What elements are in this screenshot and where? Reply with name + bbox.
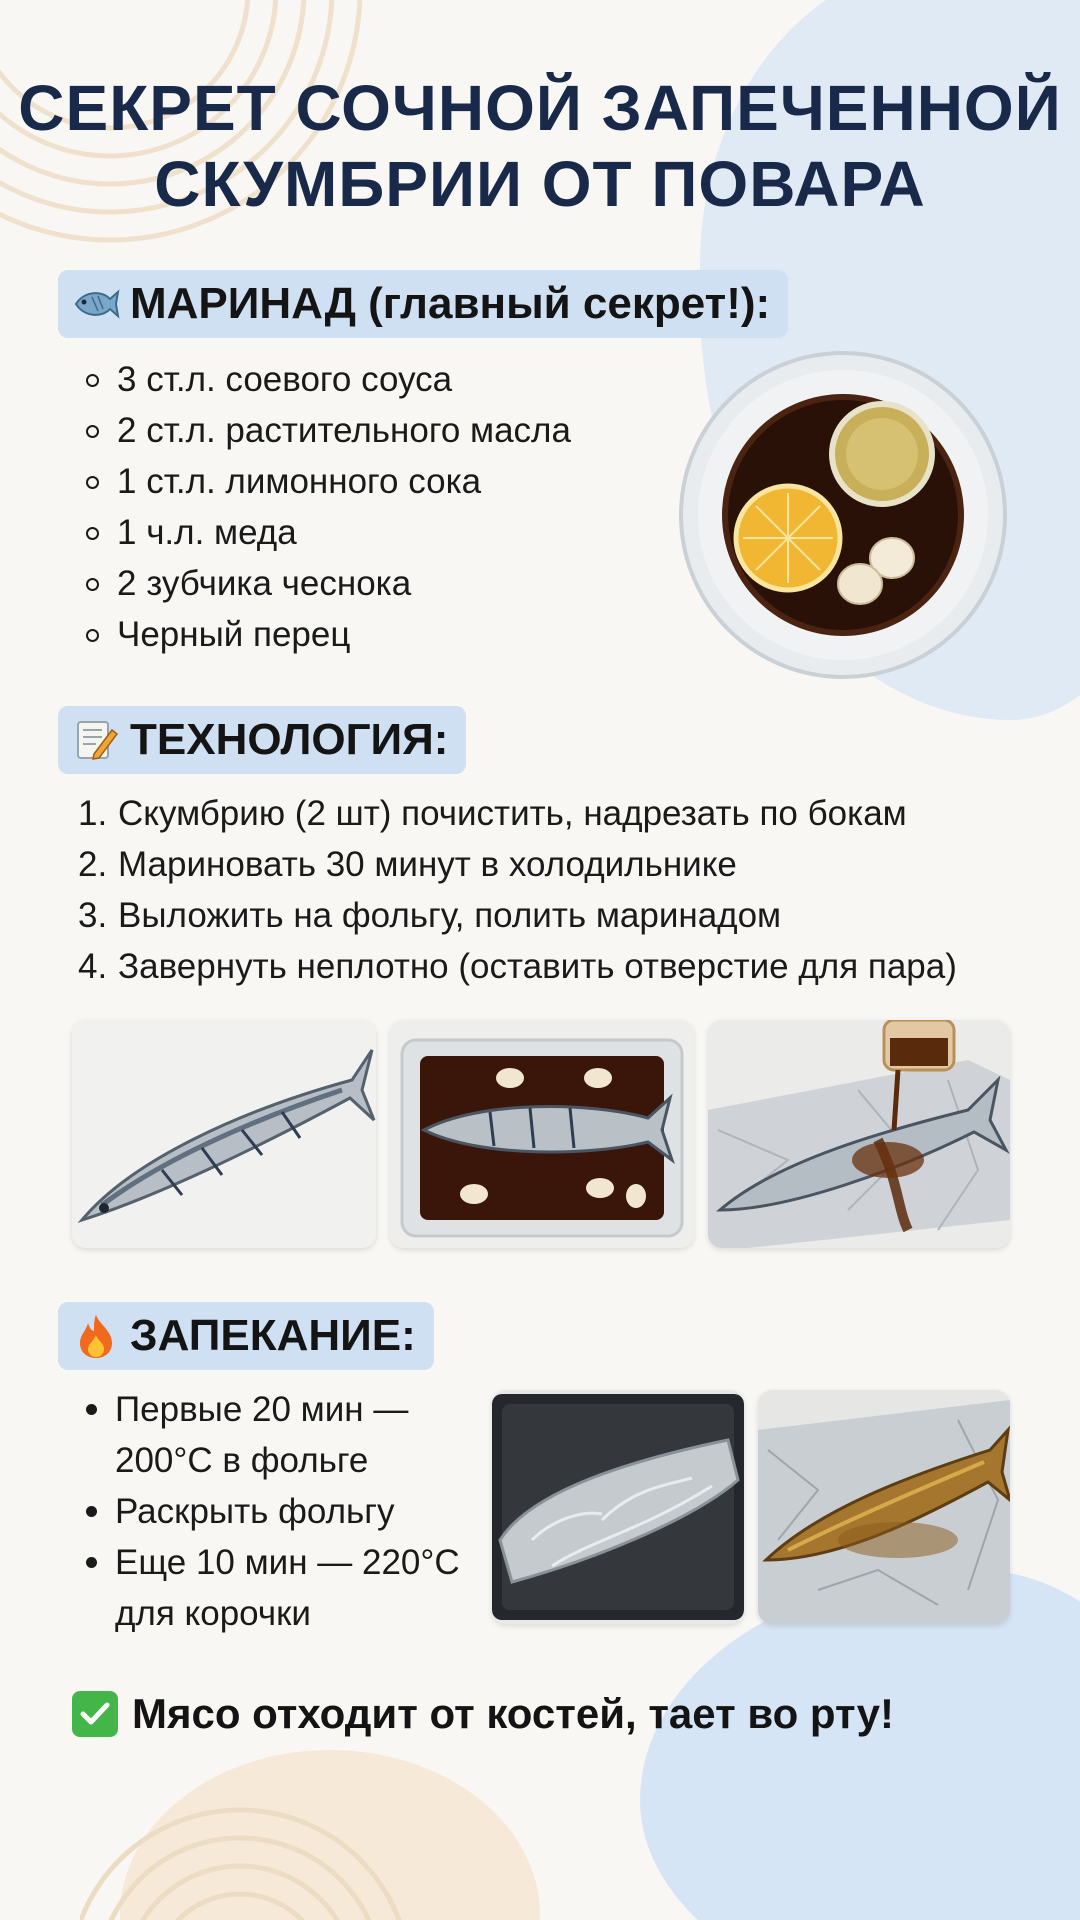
section-heading-text: МАРИНАД (главный секрет!): bbox=[130, 279, 771, 328]
step-number: 3. bbox=[78, 896, 108, 935]
step-number: 2. bbox=[78, 845, 108, 884]
bullet bbox=[86, 1506, 97, 1517]
step-text: Завернуть неплотно (оставить отверстие для пара) bbox=[118, 947, 957, 986]
ingredient-text: 1 ст.л. лимонного сока bbox=[117, 462, 482, 501]
section-heading-text: ЗАПЕКАНИЕ: bbox=[130, 1311, 416, 1360]
baking-text: для корочки bbox=[115, 1594, 311, 1633]
section-heading-text: ТЕХНОЛОГИЯ: bbox=[130, 715, 449, 764]
mackerel-on-foil-image bbox=[708, 1020, 1010, 1248]
memo-icon bbox=[72, 716, 120, 764]
bullet bbox=[86, 1557, 97, 1568]
fish-icon bbox=[72, 280, 120, 328]
title-line: СКУМБРИИ ОТ ПОВАРА bbox=[154, 148, 926, 220]
bullet bbox=[86, 629, 99, 642]
step-text: Мариновать 30 минут в холодильнике bbox=[118, 845, 737, 884]
bullet bbox=[86, 527, 99, 540]
ingredient-text: 2 ст.л. растительного масла bbox=[117, 411, 571, 450]
baking-text: 200°С в фольге bbox=[115, 1441, 369, 1480]
list-item bbox=[72, 941, 957, 992]
bullet bbox=[86, 374, 99, 387]
bullet bbox=[86, 578, 99, 591]
list-item bbox=[72, 405, 571, 456]
ingredient-text: Черный перец bbox=[117, 615, 351, 654]
list-item bbox=[72, 890, 957, 941]
list-item bbox=[72, 609, 571, 660]
baking-heading bbox=[58, 1302, 434, 1370]
list-item bbox=[72, 354, 571, 405]
marinade-heading bbox=[58, 270, 788, 338]
list-item bbox=[72, 1537, 492, 1639]
result-line bbox=[72, 1690, 894, 1738]
baking-steps bbox=[72, 1384, 492, 1639]
step-number: 1. bbox=[78, 794, 108, 833]
raw-mackerel-image bbox=[72, 1020, 376, 1248]
baking-text: Еще 10 мин — 220°С bbox=[115, 1543, 460, 1582]
list-item bbox=[72, 507, 571, 558]
list-item bbox=[72, 839, 957, 890]
list-item bbox=[72, 558, 571, 609]
ingredient-text: 3 ст.л. соевого соуса bbox=[117, 360, 453, 399]
marinade-bowl-image bbox=[676, 348, 1010, 682]
bullet bbox=[86, 476, 99, 489]
list-item bbox=[72, 1384, 492, 1486]
list-item bbox=[72, 788, 957, 839]
ingredient-text: 2 зубчика чеснока bbox=[117, 564, 412, 603]
step-text: Скумбрию (2 шт) почистить, надрезать по бокам bbox=[118, 794, 907, 833]
bullet bbox=[86, 425, 99, 438]
bullet bbox=[86, 1404, 97, 1415]
check-mark-icon bbox=[72, 1691, 118, 1737]
foil-wrapped-image bbox=[492, 1390, 744, 1624]
step-text: Выложить на фольгу, полить маринадом bbox=[118, 896, 782, 935]
technology-heading bbox=[58, 706, 466, 774]
fire-icon bbox=[72, 1312, 120, 1360]
baking-text: Первые 20 мин — bbox=[115, 1390, 409, 1429]
step-number: 4. bbox=[78, 947, 108, 986]
marinating-mackerel-image bbox=[390, 1020, 694, 1248]
title-line: СЕКРЕТ СОЧНОЙ ЗАПЕЧЕННОЙ bbox=[18, 72, 1062, 144]
page-title bbox=[0, 70, 1080, 222]
baked-mackerel-image bbox=[758, 1390, 1010, 1624]
list-item bbox=[72, 456, 571, 507]
list-item bbox=[72, 1486, 492, 1537]
baking-text: Раскрыть фольгу bbox=[115, 1492, 395, 1531]
result-text: Мясо отходит от костей, тает во рту! bbox=[132, 1690, 894, 1737]
technology-steps bbox=[72, 788, 957, 992]
marinade-ingredients bbox=[72, 354, 571, 660]
ingredient-text: 1 ч.л. меда bbox=[117, 513, 297, 552]
